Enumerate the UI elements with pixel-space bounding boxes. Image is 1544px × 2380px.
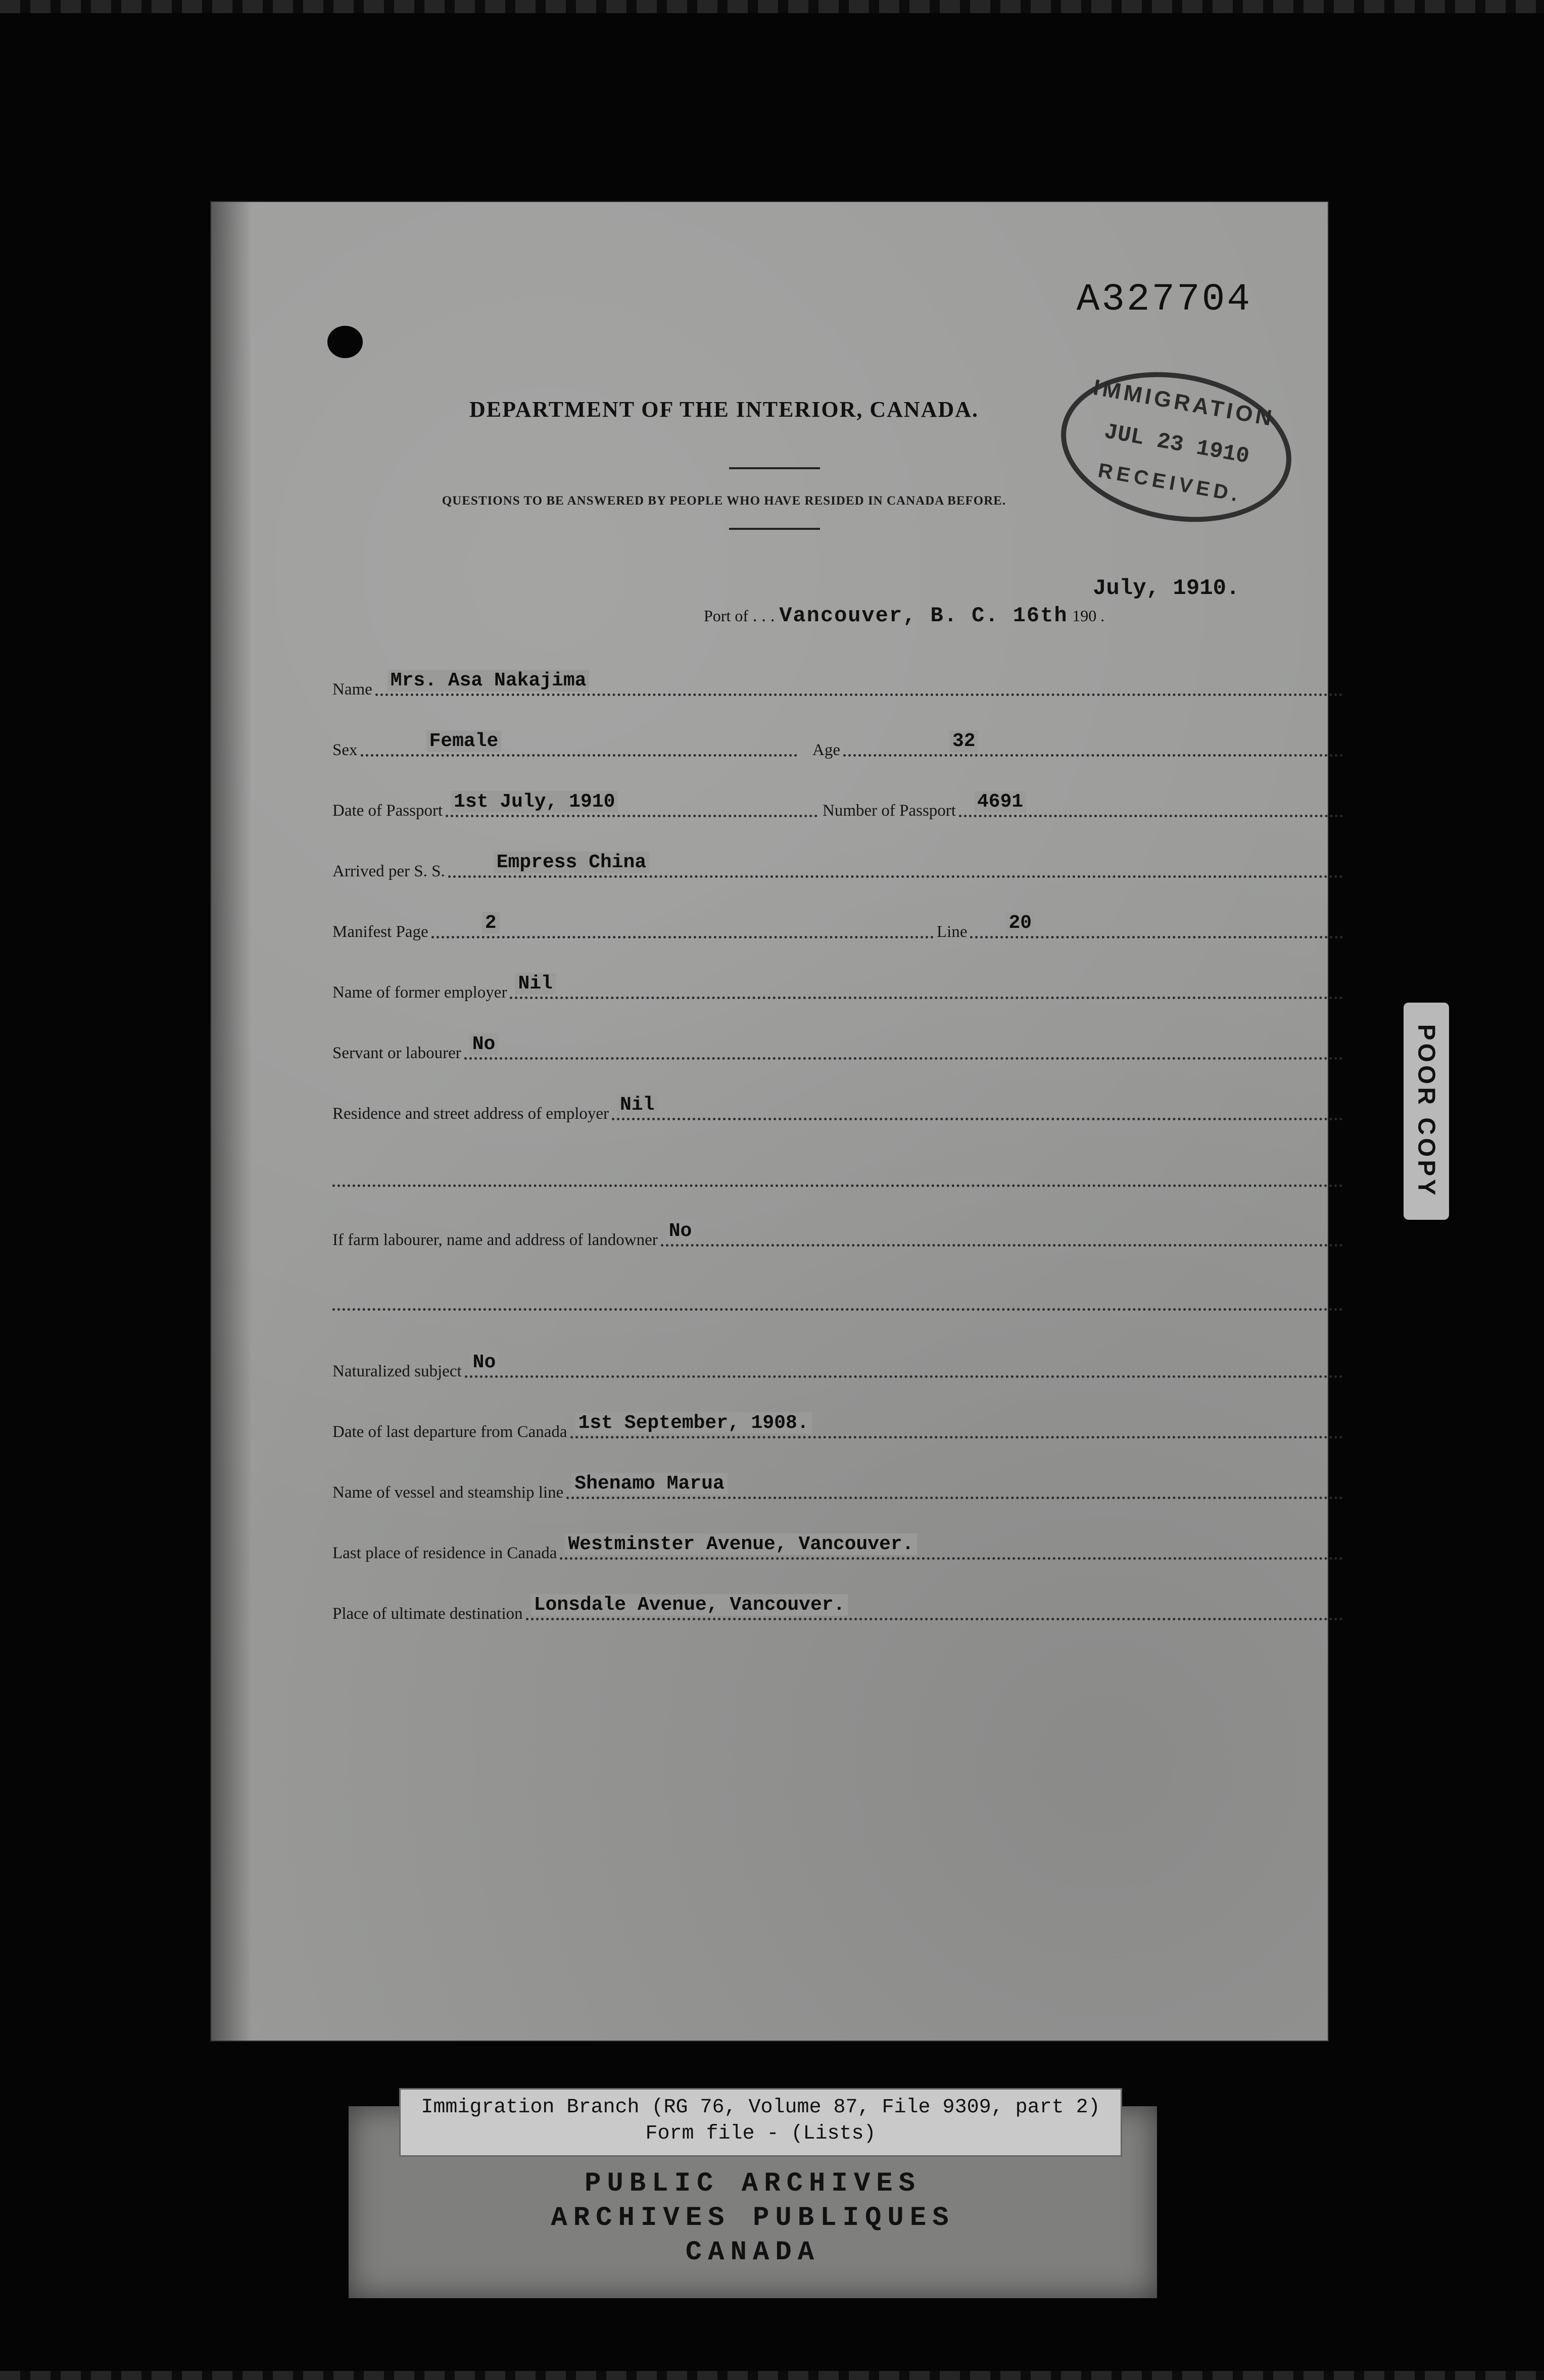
farm-labourer-value: No bbox=[666, 1220, 695, 1242]
poor-copy-tag bbox=[1404, 1003, 1449, 1220]
employer-address-value: Nil bbox=[617, 1094, 657, 1116]
field-row-servant bbox=[332, 1035, 1343, 1066]
received-stamp bbox=[1049, 355, 1303, 539]
former-employer-field bbox=[332, 973, 1343, 1005]
age-field bbox=[812, 730, 1343, 763]
last-departure-label: Date of last departure from Canada bbox=[332, 1423, 567, 1441]
line-field bbox=[937, 912, 1343, 945]
port-line: July, 1910. Port of . . . Vancouver, B. C. 16th 190 . bbox=[704, 576, 1240, 628]
line-label: Line bbox=[937, 923, 968, 941]
number-of-passport-value: 4691 bbox=[974, 791, 1026, 813]
stamp-date: JUL 23 1910 bbox=[1102, 419, 1251, 470]
naturalized-field bbox=[332, 1352, 1343, 1384]
destination-label: Place of ultimate destination bbox=[332, 1605, 523, 1623]
destination-value: Lonsdale Avenue, Vancouver. bbox=[531, 1594, 848, 1616]
archive-reference-line2: Form file - (Lists) bbox=[645, 2122, 876, 2145]
manifest-page-field bbox=[332, 912, 934, 945]
stamp-top-text: IMMIGRATION bbox=[1091, 375, 1277, 431]
field-row-manifest bbox=[332, 914, 1343, 945]
port-label: Port of bbox=[704, 607, 748, 625]
last-residence-field bbox=[332, 1533, 1343, 1566]
servant-field bbox=[332, 1033, 1343, 1066]
port-value: Vancouver, B. C. 16th bbox=[779, 604, 1068, 628]
poor-copy-text: POOR COPY bbox=[1413, 1024, 1440, 1199]
arrived-per-label: Arrived per S. S. bbox=[332, 862, 445, 880]
farm-labourer-field bbox=[332, 1220, 1343, 1253]
vessel-field bbox=[332, 1473, 1343, 1505]
field-row-naturalized bbox=[332, 1354, 1343, 1384]
naturalized-label: Naturalized subject bbox=[332, 1362, 462, 1380]
field-row-destination bbox=[332, 1596, 1343, 1626]
field-row-last-residence bbox=[332, 1535, 1343, 1566]
sex-value: Female bbox=[426, 730, 502, 752]
naturalized-value: No bbox=[470, 1352, 499, 1373]
field-row-vessel bbox=[332, 1475, 1343, 1505]
archive-number: A327704 bbox=[1076, 278, 1252, 321]
destination-field bbox=[332, 1594, 1343, 1626]
former-employer-label: Name of former employer bbox=[332, 983, 507, 1002]
employer-address-label: Residence and street address of employer bbox=[332, 1105, 609, 1123]
field-row-passport bbox=[332, 793, 1343, 823]
sex-field bbox=[332, 730, 797, 763]
archive-stamp-text bbox=[349, 2167, 1157, 2270]
canada-text: CANADA bbox=[685, 2237, 821, 2268]
field-row-farm-labourer bbox=[332, 1222, 1343, 1253]
film-edge-top bbox=[0, 0, 1544, 13]
farm-labourer-continuation bbox=[332, 1308, 1343, 1311]
age-value: 32 bbox=[949, 730, 979, 752]
punch-hole bbox=[327, 326, 363, 358]
employer-address-continuation bbox=[332, 1184, 1343, 1187]
film-edge-bottom bbox=[0, 2371, 1544, 2380]
field-row-former-employer bbox=[332, 975, 1343, 1005]
arrived-per-field bbox=[332, 852, 1343, 884]
subtitle-divider bbox=[729, 528, 820, 530]
line-value: 20 bbox=[1005, 912, 1035, 934]
vessel-label: Name of vessel and steamship line bbox=[332, 1483, 564, 1502]
port-date-correction: July, 1910. bbox=[1093, 576, 1240, 601]
archives-publiques-text: ARCHIVES PUBLIQUES bbox=[551, 2203, 955, 2234]
name-value: Mrs. Asa Nakajima bbox=[388, 670, 590, 691]
date-of-passport-label: Date of Passport bbox=[332, 802, 443, 820]
name-field bbox=[332, 670, 1343, 702]
name-label: Name bbox=[332, 680, 372, 699]
date-of-passport-value: 1st July, 1910 bbox=[451, 791, 618, 813]
age-label: Age bbox=[812, 741, 840, 759]
form-page bbox=[211, 202, 1328, 2041]
sex-label: Sex bbox=[332, 741, 358, 759]
manifest-page-label: Manifest Page bbox=[332, 923, 428, 941]
vessel-value: Shenamo Marua bbox=[571, 1473, 727, 1495]
number-of-passport-label: Number of Passport bbox=[823, 802, 956, 820]
servant-value: No bbox=[469, 1033, 499, 1055]
field-row-sex-age bbox=[332, 732, 1343, 763]
employer-address-field bbox=[332, 1094, 1343, 1126]
field-row-employer-address bbox=[332, 1096, 1343, 1126]
last-residence-label: Last place of residence in Canada bbox=[332, 1544, 557, 1562]
arrived-per-value: Empress China bbox=[494, 852, 649, 873]
field-row-arrived bbox=[332, 854, 1343, 884]
department-title: DEPARTMENT OF THE INTERIOR, CANADA. bbox=[469, 397, 979, 422]
farm-labourer-label: If farm labourer, name and address of landowner bbox=[332, 1231, 658, 1249]
public-archives-text: PUBLIC ARCHIVES bbox=[584, 2168, 922, 2199]
last-departure-value: 1st September, 1908. bbox=[575, 1412, 812, 1434]
servant-label: Servant or labourer bbox=[332, 1044, 461, 1062]
manifest-page-value: 2 bbox=[482, 912, 500, 934]
archive-reference-label bbox=[399, 2088, 1122, 2157]
last-residence-value: Westminster Avenue, Vancouver. bbox=[565, 1533, 916, 1555]
title-divider bbox=[729, 467, 820, 469]
archive-reference-line1: Immigration Branch (RG 76, Volume 87, File 9309, part 2) bbox=[421, 2096, 1100, 2119]
last-departure-field bbox=[332, 1412, 1343, 1445]
form-subtitle: QUESTIONS TO BE ANSWERED BY PEOPLE WHO HAVE RESIDED IN CANADA BEFORE. bbox=[442, 494, 1006, 508]
former-employer-value: Nil bbox=[515, 973, 555, 995]
port-printed-year: 190 . bbox=[1072, 607, 1105, 625]
stamp-bottom-text: RECEIVED. bbox=[1096, 459, 1243, 507]
date-of-passport-field bbox=[332, 791, 817, 823]
number-of-passport-field bbox=[823, 791, 1343, 823]
field-row-last-departure bbox=[332, 1414, 1343, 1445]
field-row-name bbox=[332, 672, 1343, 702]
